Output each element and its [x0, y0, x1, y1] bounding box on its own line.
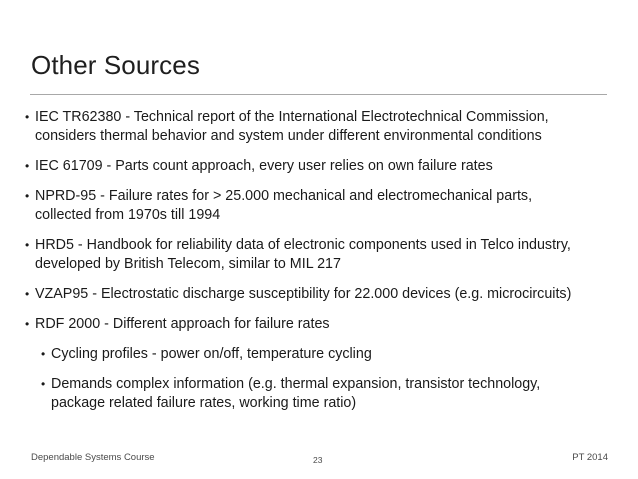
bullet-line: considers thermal behavior and system under different environmental conditions [35, 128, 542, 144]
sub-bullet-item-cycling-profiles [41, 345, 615, 364]
bullet-line: • VZAP95 - Electrostatic discharge susceptibility for 22.000 devices (e.g. microcircuits) [35, 286, 572, 302]
bullet-line: • Demands complex information (e.g. thermal expansion, transistor technology, [51, 376, 541, 392]
bullet-line: • HRD5 - Handbook for reliability data of electronic components used in Telco industry, [35, 237, 571, 253]
slide-title: Other Sources [31, 50, 200, 80]
bullet-item-iec-tr62380 [25, 108, 615, 146]
bullet-line: • IEC 61709 - Parts count approach, every user relies on own failure rates [35, 158, 493, 174]
bullet-line: • IEC TR62380 - Technical report of the International Electrotechnical Commission, [35, 109, 549, 125]
bullet-item-vzap95 [25, 285, 615, 304]
bullet-line: package related failure rates, working time ratio) [51, 395, 357, 411]
footer-course-name: Dependable Systems Course [31, 452, 155, 463]
bullet-item-rdf-2000 [25, 315, 615, 334]
bullet-item-hrd5 [25, 236, 615, 274]
bullet-line: • NPRD-95 - Failure rates for > 25.000 mechanical and electromechanical parts, [35, 188, 533, 204]
footer-term: PT 2014 [572, 452, 608, 463]
bullet-line: • RDF 2000 - Different approach for failure rates [35, 316, 330, 332]
bullet-item-nprd-95 [25, 187, 615, 225]
bullet-item-iec-61709 [25, 157, 615, 176]
bullet-line: collected from 1970s till 1994 [35, 207, 221, 223]
bullet-list [25, 108, 615, 424]
bullet-line: developed by British Telecom, similar to MIL 217 [35, 256, 341, 272]
title-divider [30, 94, 607, 95]
sub-bullet-item-demands-complex-information [41, 375, 615, 413]
bullet-line: • Cycling profiles - power on/off, temperature cycling [51, 346, 372, 362]
footer-page-number: 23 [313, 455, 323, 465]
